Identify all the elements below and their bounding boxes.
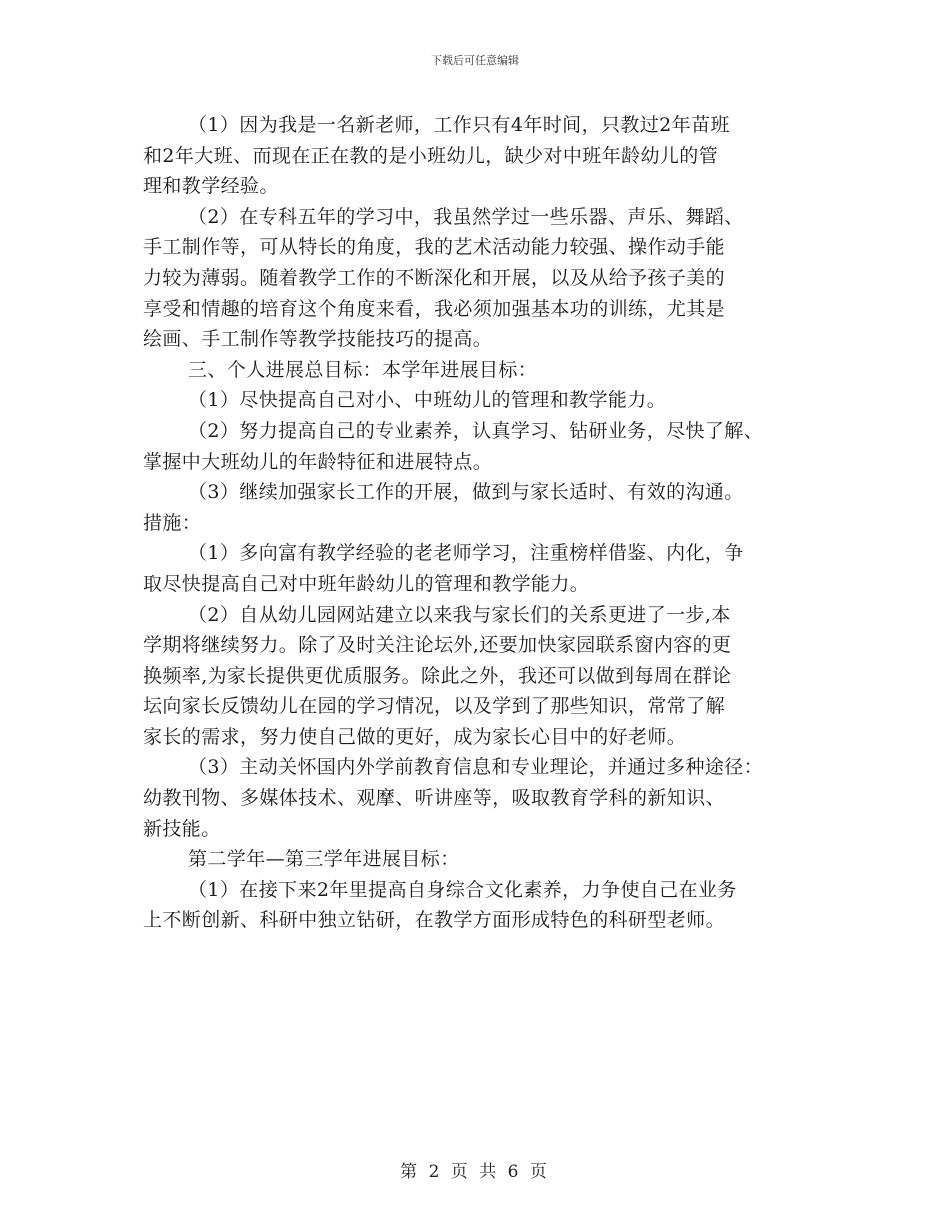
text-line: （2）努力提高自己的专业素养，认真学习、钻研业务，尽快了解、: [188, 419, 764, 442]
text-line: 绘画、手工制作等教学技能技巧的提高。: [143, 328, 493, 351]
text-line: 新技能。: [143, 817, 221, 840]
text-line: （2）自从幼儿园网站建立以来我与家长们的关系更进了一步,本: [188, 603, 731, 626]
text-line: 换频率,为家长提供更优质服务。除此之外，我还可以做到每周在群论: [143, 664, 732, 687]
text-line: 措施：: [143, 511, 202, 534]
page-header: 下载后可任意编辑: [431, 54, 519, 67]
document-body: [143, 110, 813, 936]
text-line: 取尽快提高自己对中班年龄幼儿的管理和教学能力。: [143, 572, 590, 595]
text-line: （1）因为我是一名新老师，工作只有4年时间，只教过2年苗班: [188, 114, 730, 136]
text-line: （3）继续加强家长工作的开展，做到与家长适时、有效的沟通。: [188, 481, 744, 504]
text-line: 坛向家长反馈幼儿在园的学习情况，以及学到了那些知识，常常了解: [143, 695, 726, 718]
text-line: 上不断创新、科研中独立钻研，在教学方面形成特色的科研型老师。: [143, 909, 726, 932]
text-line: 家长的需求，努力使自己做的更好，成为家长心目中的好老师。: [143, 725, 687, 748]
text-line: 和2年大班、而现在正在教的是小班幼儿，缺少对中班年龄幼儿的管: [143, 144, 719, 167]
text-line: （3）主动关怀国内外学前教育信息和专业理论，并通过多种途径：: [188, 756, 764, 779]
text-line: 学期将继续努力。除了及时关注论坛外,还要加快家园联系窗内容的更: [143, 634, 732, 657]
text-line: 理和教学经验。: [143, 175, 279, 198]
text-line: （1）尽快提高自己对小、中班幼儿的管理和教学能力。: [188, 389, 667, 412]
text-line: 力较为薄弱。随着教学工作的不断深化和开展，以及从给予孩子美的: [143, 266, 726, 289]
page-footer: 第 2 页 共 6 页: [400, 1162, 550, 1182]
text-line: （1）在接下来2年里提高自身综合文化素养，力争使自己在业务: [188, 878, 737, 901]
text-line: 享受和情趣的培育这个角度来看，我必须加强基本功的训练，尤其是: [143, 297, 726, 320]
text-line: （2）在专科五年的学习中，我虽然学过一些乐器、声乐、舞蹈、: [188, 205, 744, 228]
text-line: 三、个人进展总目标：本学年进展目标：: [188, 358, 538, 381]
text-line: 幼教刊物、多媒体技术、观摩、听讲座等，吸取教育学科的新知识、: [143, 787, 726, 810]
text-line: 手工制作等，可从特长的角度，我的艺术活动能力较强、操作动手能: [143, 236, 726, 259]
text-line: 第二学年—第三学年进展目标：: [188, 848, 460, 871]
text-line: 掌握中大班幼儿的年龄特征和进展特点。: [143, 450, 493, 473]
text-line: （1）多向富有教学经验的老老师学习，注重榜样借鉴、内化，争: [188, 542, 744, 565]
